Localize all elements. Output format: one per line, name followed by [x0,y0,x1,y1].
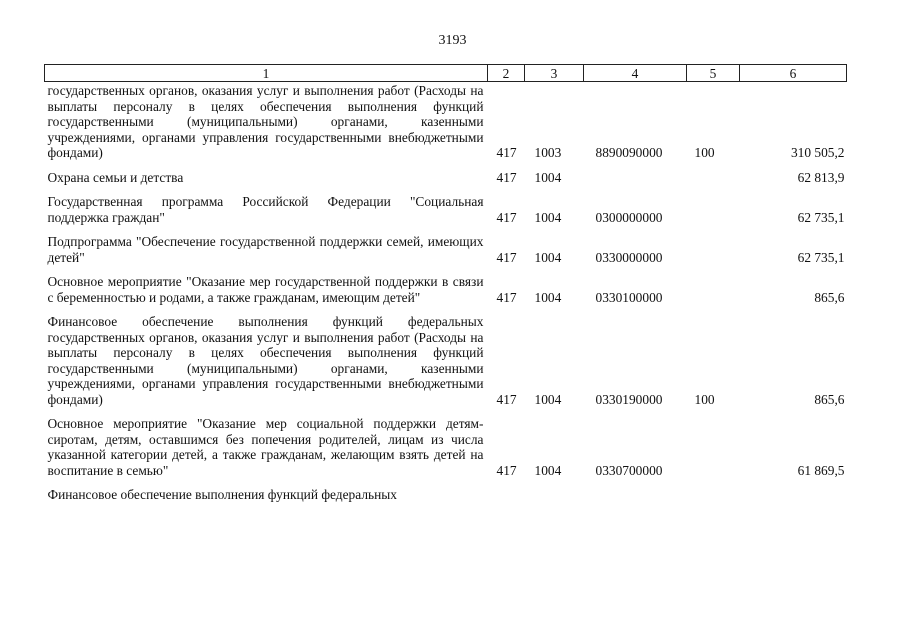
column-header-5: 5 [687,65,740,82]
row-target-code: 0330190000 [595,391,663,407]
row-ministry-code: 417 [496,391,517,407]
row-section-code: 1003 [534,145,562,160]
row-section-code: 1004 [534,169,562,185]
table-row [45,407,847,478]
row-ministry-code: 417 [496,169,517,185]
row-expense-type [687,225,740,265]
row-expense-type [687,265,740,305]
row-target-code: 8890090000 [595,145,663,160]
row-amount: 62 735,1 [797,249,845,265]
row-expense-type: 100 [694,145,715,160]
row-amount [740,478,847,503]
row-section-code: 1004 [534,462,562,478]
row-ministry-code: 417 [496,209,517,225]
row-ministry-code: 417 [496,145,517,160]
row-target-code: 0330000000 [595,249,663,265]
row-amount: 62 813,9 [797,169,845,185]
row-section-code: 1004 [534,289,562,305]
table-row [45,265,847,305]
row-ministry-code [488,478,525,503]
header-row [45,65,847,82]
table-row [45,478,847,503]
row-amount: 865,6 [814,289,845,305]
row-target-code [584,161,687,186]
row-description: государственных органов, оказания услуг и выполнения работ (Расходы на выплаты персоналу в целях обеспечения выполнения функций государственными (муниципальными) органами, казенными учреждениями, органами управления государственными внебюджетными фондами) [47,83,484,160]
column-header-3: 3 [525,65,584,82]
table-row [45,161,847,186]
table-body [45,82,847,503]
row-expense-type: 100 [694,391,715,407]
row-description: Финансовое обеспечение выполнения функций федеральных государственных органов, оказания услуг и выполнения работ (Расходы на выплаты персоналу в целях обеспечения выполнения функций государственными (муниципальными) органами, казенными учреждениями, органами управления государственными внебюджетными фондами) [47,314,484,407]
row-description: Финансовое обеспечение выполнения функций федеральных [47,487,397,502]
table-row [45,225,847,265]
row-ministry-code: 417 [496,289,517,305]
row-description: Основное мероприятие "Оказание мер социальной поддержки детям-сиротам, детям, оставшимся без попечения родителей, лицам из числа указанной категории детей, а также гражданам, желающим взять детей на воспитание в семью" [47,416,484,478]
row-amount: 310 505,2 [790,145,845,160]
row-amount: 865,6 [814,391,845,407]
row-description: Государственная программа Российской Федерации "Социальная поддержка граждан" [47,194,484,225]
column-header-1: 1 [45,65,488,82]
row-expense-type [687,161,740,186]
row-ministry-code: 417 [496,462,517,478]
row-description: Основное мероприятие "Оказание мер государственной поддержки в связи с беременностью и родами, а также гражданам, имеющим детей" [47,274,484,305]
row-target-code: 0300000000 [595,209,663,225]
row-section-code: 1004 [534,249,562,265]
table-row [45,185,847,225]
column-header-6: 6 [740,65,847,82]
row-amount: 62 735,1 [797,209,845,225]
row-description: Подпрограмма "Обеспечение государственной поддержки семей, имеющих детей" [47,234,484,265]
row-amount: 61 869,5 [797,462,845,478]
row-expense-type [687,407,740,478]
budget-table [44,64,847,503]
table-row [45,305,847,407]
row-expense-type [687,478,740,503]
column-header-2: 2 [488,65,525,82]
row-section-code [525,478,584,503]
column-header-4: 4 [584,65,687,82]
row-section-code: 1004 [534,391,562,407]
row-section-code: 1004 [534,209,562,225]
table-row [45,82,847,161]
row-target-code: 0330100000 [595,289,663,305]
page-number: 3193 [438,33,467,48]
row-expense-type [687,185,740,225]
table-header [45,65,847,82]
row-ministry-code: 417 [496,249,517,265]
row-target-code: 0330700000 [595,462,663,478]
row-description: Охрана семьи и детства [47,169,184,185]
row-target-code [584,478,687,503]
